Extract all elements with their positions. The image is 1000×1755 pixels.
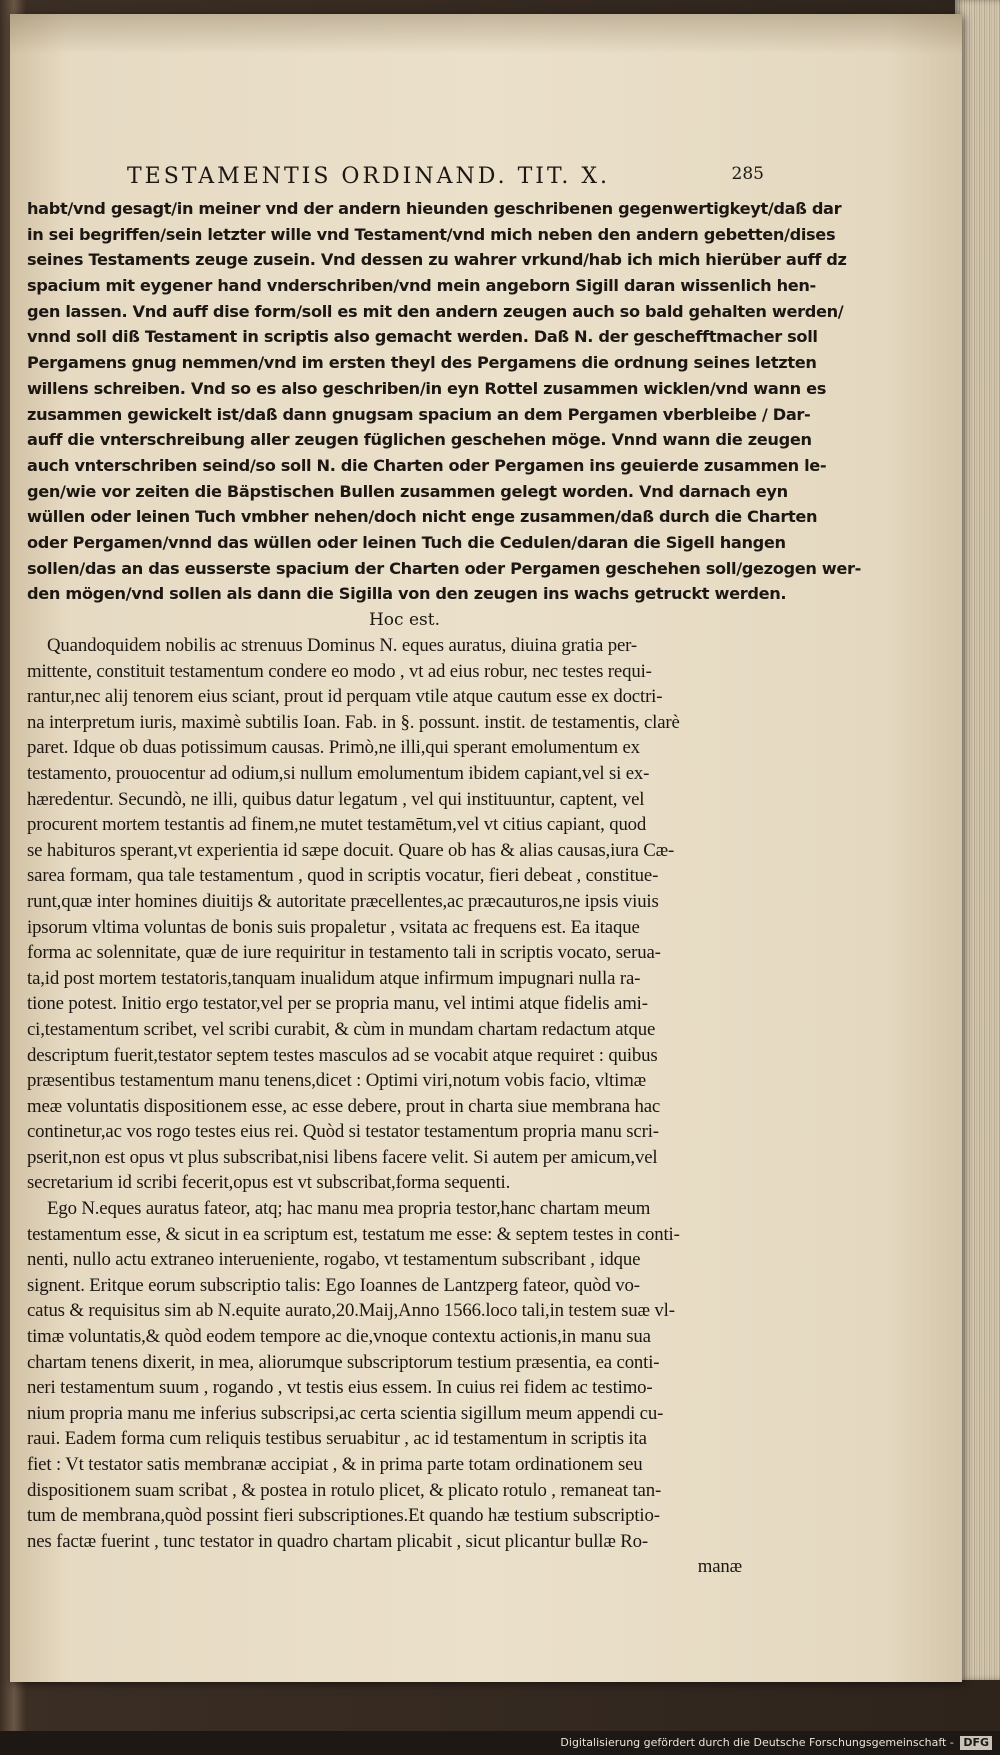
text-line: rantur,nec alij tenorem eius sciant, prout id perquam vtile atque cautum esse ex doctri- xyxy=(27,686,663,708)
text-line: auff die vnterschreibung aller zeugen füglichen geschehen möge. Vnnd wann die zeugen xyxy=(27,430,812,450)
catchword: manæ xyxy=(697,1556,742,1578)
text-line: meæ voluntatis dispositionem esse, ac esse debere, prout in charta siue membrana hac xyxy=(27,1095,661,1117)
dfg-logo: DFG xyxy=(960,1736,992,1750)
text-line: raui. Eadem forma cum reliquis testibus seruabitur , ac id testamentum in scriptis ita xyxy=(27,1428,647,1450)
digitization-footer xyxy=(0,1731,1000,1755)
text-line: timæ voluntatis,& quòd eodem tempore ac die,vnoque contextu actionis,in manu sua xyxy=(27,1326,651,1348)
text-line: continetur,ac vos rogo testes eius rei. Quòd si testator testamentum propria manu scri- xyxy=(27,1121,659,1143)
text-line: Ego N.eques auratus fateor, atq; hac manu mea propria testor,hanc chartam meum xyxy=(47,1198,651,1220)
text-line: fiet : Vt testator satis membranæ accipiat , & in prima parte totam ordinationem seu xyxy=(27,1454,643,1475)
text-line: procurent mortem testantis ad finem,ne mutet testamētum,vel vt citius capiant, quod xyxy=(27,814,647,836)
text-line: vnnd soll diß Testament in scriptis also gemacht werden. Daß N. der geschefftmacher soll xyxy=(27,327,818,347)
text-line: oder Pergamen/vnnd das wüllen oder leinen Tuch die Cedulen/daran die Sigell hangen xyxy=(27,532,786,552)
latin-paragraph-2 xyxy=(27,1196,742,1554)
text-line: præsentibus testamentum manu tenens,dicet : Optimi viri,notum vobis facio, vltimæ xyxy=(27,1070,647,1092)
text-line: Quandoquidem nobilis ac strenuus Dominus N. eques auratus, diuina gratia per- xyxy=(47,635,637,656)
text-line: paret. Idque ob duas potissimum causas. Primò,ne illi,qui sperant emolumentum ex xyxy=(27,737,640,759)
latin-paragraph xyxy=(27,633,742,1196)
text-line: gen lassen. Vnd auff dise form/soll es mit den andern zeugen auch so bald gehalten werden/ xyxy=(27,301,844,321)
text-line: neri testamentum suum , rogando , vt testis eius essem. In cuius rei fidem ac testimo- xyxy=(27,1377,653,1399)
text-line: sarea formam, qua tale testamentum , quod in scriptis vocatur, fieri debeat , constitue- xyxy=(27,865,659,887)
text-line: nes factæ fuerint , tunc testator in quadro chartam plicabit , sicut plicantur bullæ Ro- xyxy=(27,1530,649,1552)
text-line: forma ac solennitate, quæ de iure requiritur in testamento tali in scriptis vocato, serua- xyxy=(27,942,661,964)
footer-text: Digitalisierung gefördert durch die Deutsche Forschungsgemeinschaft - xyxy=(560,1736,954,1749)
text-line: testamentum esse, & sicut in ea scriptum est, testatum me esse: & septem testes in conti- xyxy=(27,1223,680,1245)
text-line: signent. Eritque eorum subscriptio talis: Ego Ioannes de Lantzperg fateor, quòd vo- xyxy=(27,1274,640,1296)
text-line: hæredentur. Secundò, ne illi, quibus datur legatum , vel qui instituuntur, captent, vel xyxy=(27,788,645,810)
text-line: habt/vnd gesagt/in meiner vnd der andern hieunden geschribenen gegenwertigkeyt/daß dar xyxy=(27,199,842,218)
text-line: ci,testamentum scribet, vel scribi curabit, & cùm in mundam chartam redactum atque xyxy=(27,1018,656,1040)
text-line: willens schreiben. Vnd so es also geschriben/in eyn Rottel zusammen wicklen/vnd wann es xyxy=(27,378,827,398)
text-line: secretarium id scribi fecerit,opus est vt subscribat,forma sequenti. xyxy=(27,1172,511,1194)
text-line: catus & requisitus sim ab N.equite aurato,20.Maij,Anno 1566.loco tali,in testem suæ vl- xyxy=(27,1300,675,1322)
text-line: na interpretum iuris, maximè subtilis Ioan. Fab. in §. possunt. instit. de testamentis, clarè xyxy=(27,711,680,733)
text-line: dispositionem suam scribat , & postea in rotulo plicet, & plicato rotulo , remaneat tan- xyxy=(27,1479,662,1501)
folio-number: 285 xyxy=(731,164,764,184)
text-line: seines Testaments zeuge zusein. Vnd dessen zu wahrer vrkund/hab ich mich hierüber auff dz xyxy=(27,250,847,270)
text-line: auch vnterschriben seind/so soll N. die Charten oder Pergamen ins geuierde zusammen le- xyxy=(27,455,827,475)
text-line: ipsorum vltima voluntas de bonis suis propaletur , vsitata ac frequens est. Ea itaque xyxy=(27,916,640,938)
german-paragraph xyxy=(27,196,862,607)
text-line: tum de membrana,quòd possint fieri subscriptiones.Et quando hæ testium subscriptio- xyxy=(27,1505,660,1527)
text-line: zusammen gewickelt ist/daß dann gnugsam spacium an dem Pergamen vberbleibe / Dar- xyxy=(27,404,811,424)
catchword-line xyxy=(27,1554,742,1580)
text-line: nenti, nullo actu extraneo interueniente, rogabo, vt testamentum subscribant , idque xyxy=(27,1249,641,1271)
text-line: runt,quæ inter homines diuitijs & autoritate præcellentes,ac præcauturos,ne ipsis viuis xyxy=(27,890,659,912)
text-line: nium propria manu me inferius subscripsi,ac certa scientia sigillum meum appendi cu- xyxy=(27,1402,664,1424)
text-line: gen/wie vor zeiten die Bäpstischen Bullen zusammen gelegt worden. Vnd darnach eyn xyxy=(27,481,788,501)
text-line: spacium mit eygener hand vnderschriben/vnd mein angeborn Sigill daran wissenlich hen- xyxy=(27,276,816,296)
text-line: descriptum fuerit,testator septem testes masculos ad se vocabit atque requiret : quibus xyxy=(27,1044,658,1066)
section-heading: Hoc est. xyxy=(368,610,440,630)
text-block xyxy=(27,164,862,1580)
text-line: den mögen/vnd sollen als dann die Sigilla von den zeugen ins wachs getruckt werden. xyxy=(27,584,787,604)
text-line: wüllen oder leinen Tuch vmbher nehen/doch nicht enge zusammen/daß durch die Charten xyxy=(27,507,818,527)
text-line: pserit,non est opus vt plus subscribat,nisi libens facere velit. Si autem per amicum,vel xyxy=(27,1146,658,1168)
text-line: ta,id post mortem testatoris,tanquam inualidum atque infirmum impugnari nulla ra- xyxy=(27,967,641,989)
text-line: mittente, constituit testamentum condere eo modo , vt ad eius robur, nec testes requi- xyxy=(27,660,652,682)
text-line: chartam tenens dixerit, in mea, aliorumque subscriptorum testium præsentia, ea conti- xyxy=(27,1351,660,1373)
running-header xyxy=(27,164,764,196)
text-line: se habituros sperant,vt experientia id sæpe docuit. Quare ob has & alias causas,iura Cæ- xyxy=(27,839,675,861)
text-line: in sei begriffen/sein letzter wille vnd Testament/vnd mich neben den andern gebetten/dises xyxy=(27,224,836,244)
book-page xyxy=(10,14,962,1682)
text-line: tione potest. Initio ergo testator,vel per se propria manu, vel intimi atque fidelis ami- xyxy=(27,993,648,1015)
text-line: Pergamens gnug nemmen/vnd im ersten theyl des Pergamens die ordnung seines letzten xyxy=(27,353,817,373)
text-line: testamento, prouocentur ad odium,si nullum emolumentum ibidem capiant,vel si ex- xyxy=(27,762,650,784)
running-title: TESTAMENTIS ORDINAND. TIT. X. xyxy=(127,164,611,189)
text-line: sollen/das an das eusserste spacium der Charten oder Pergamen geschehen soll/gezogen wer- xyxy=(27,558,862,578)
